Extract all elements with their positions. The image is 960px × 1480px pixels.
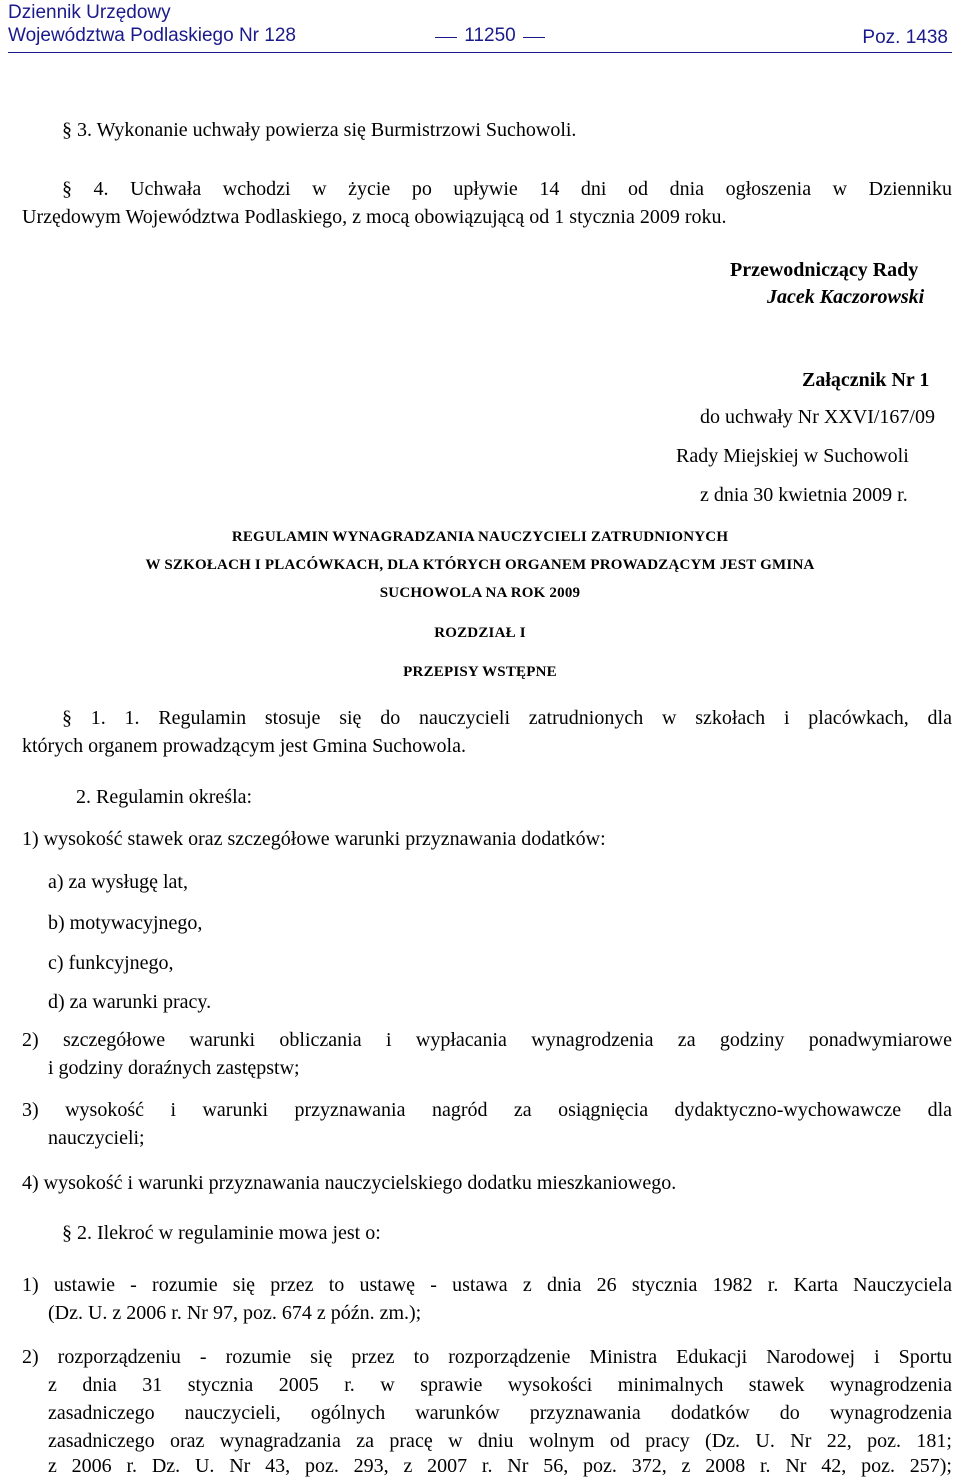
chapter-title: PRZEPISY WSTĘPNE — [403, 664, 557, 680]
annex-date: z dnia 30 kwietnia 2009 r. — [700, 484, 908, 506]
list-item-2-line-2: i godziny doraźnych zastępstw; — [48, 1057, 300, 1079]
header-divider — [8, 52, 952, 53]
regulation-title-line-3: SUCHOWOLA NA ROK 2009 — [379, 585, 581, 601]
list-item-3-line-2: nauczycieli; — [48, 1127, 145, 1149]
section-3: § 3. Wykonanie uchwały powierza się Burmistrzowi Suchowoli. — [62, 119, 577, 141]
page-header — [8, 0, 952, 52]
annex-council: Rady Miejskiej w Suchowoli — [676, 445, 909, 467]
section-1-line-2: których organem prowadzącym jest Gmina Suchowola. — [22, 735, 466, 757]
definition-2-line-2: z dnia 31 stycznia 2005 r. w sprawie wysokości minimalnych stawek wynagrodzenia — [48, 1374, 952, 1396]
signature-title: Przewodniczący Rady — [730, 259, 919, 281]
page-number: 11250 — [464, 25, 516, 46]
list-item-1a: a) za wysługę lat, — [48, 871, 188, 893]
signature-name: Jacek Kaczorowski — [767, 286, 925, 308]
definition-1-line-2: (Dz. U. z 2006 r. Nr 97, poz. 674 z późn. zm.); — [48, 1302, 422, 1324]
list-item-1c: c) funkcyjnego, — [48, 952, 174, 974]
definition-2-line-1: 2) rozporządzeniu - rozumie się przez to rozporządzenie Ministra Edukacji Narodowej i Sportu — [22, 1346, 952, 1368]
regulation-title-line-1: REGULAMIN WYNAGRADZANIA NAUCZYCIELI ZATRUDNIONYCH — [231, 529, 729, 545]
definition-2-line-3: zasadniczego nauczycieli, ogólnych warunków przyznawania dodatków do wynagrodzenia — [48, 1402, 952, 1424]
section-4-line-1: § 4. Uchwała wchodzi w życie po upływie 14 dni od dnia ogłoszenia w Dzienniku — [62, 178, 952, 200]
list-item-4: 4) wysokość i warunki przyznawania nauczycielskiego dodatku mieszkaniowego. — [22, 1172, 677, 1194]
list-item-3-line-1: 3) wysokość i warunki przyznawania nagród za osiągnięcia dydaktyczno-wychowawcze dla — [22, 1099, 952, 1121]
position-number: Poz. 1438 — [862, 27, 948, 48]
chapter-heading: ROZDZIAŁ I — [434, 625, 526, 641]
definition-2-line-4: zasadniczego oraz wynagradzania za pracę w dniu wolnym od pracy (Dz. U. Nr 22, poz. 181; — [48, 1430, 952, 1452]
annex-resolution: do uchwały Nr XXVI/167/09 — [700, 406, 935, 428]
list-item-2-line-1: 2) szczegółowe warunki obliczania i wypłacania wynagrodzenia za godziny ponadwymiarowe — [22, 1029, 952, 1051]
list-item-1b: b) motywacyjnego, — [48, 912, 203, 934]
list-item-1: 1) wysokość stawek oraz szczegółowe warunki przyznawania dodatków: — [22, 828, 606, 850]
list-item-1d: d) za warunki pracy. — [48, 991, 212, 1013]
definition-2-line-5: z 2006 r. Dz. U. Nr 43, poz. 293, z 2007 r. Nr 56, poz. 372, z 2008 r. Nr 42, poz. 257); — [48, 1455, 952, 1477]
annex-title: Załącznik Nr 1 — [802, 369, 930, 391]
page-number-rule-right — [523, 37, 545, 38]
section-1-paragraph-2: 2. Regulamin określa: — [76, 786, 253, 808]
journal-subtitle: Województwa Podlaskiego Nr 128 — [8, 25, 296, 46]
journal-title: Dziennik Urzędowy — [8, 2, 171, 23]
section-4-line-2: Urzędowym Województwa Podlaskiego, z mocą obowiązującą od 1 stycznia 2009 roku. — [22, 206, 727, 228]
regulation-title-line-2: W SZKOŁACH I PLACÓWKACH, DLA KTÓRYCH ORGANEM PROWADZĄCYM JEST GMINA — [145, 557, 815, 573]
section-1-line-1: § 1. 1. Regulamin stosuje się do nauczycieli zatrudnionych w szkołach i placówkach, dla — [62, 707, 952, 729]
section-2: § 2. Ilekroć w regulaminie mowa jest o: — [62, 1222, 381, 1244]
definition-1-line-1: 1) ustawie - rozumie się przez to ustawę - ustawa z dnia 26 stycznia 1982 r. Karta Nauczyciela — [22, 1274, 952, 1296]
